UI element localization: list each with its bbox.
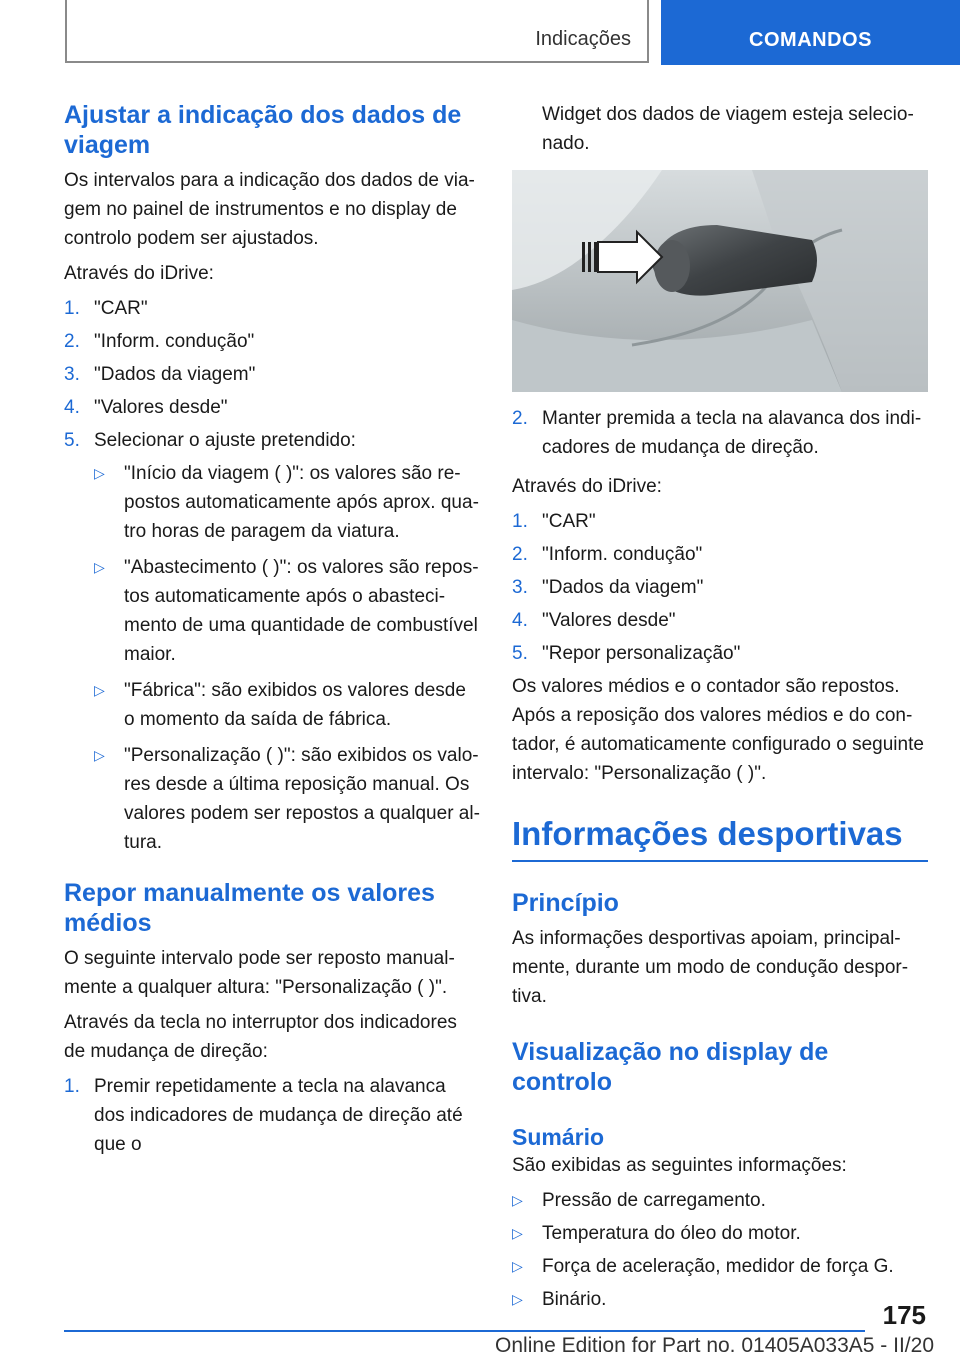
list-item — [512, 404, 928, 462]
bullet-triangle-icon: ▷ — [94, 682, 105, 698]
page-number: 175 — [882, 1300, 926, 1330]
subheading-summary: Sumário — [512, 1124, 605, 1150]
list-item — [512, 606, 928, 635]
info-list — [512, 1186, 928, 1314]
bullet-triangle-icon: ▷ — [94, 559, 105, 575]
step-number: 1. — [64, 298, 80, 319]
bullet-triangle-icon: ▷ — [512, 1225, 523, 1241]
step-number: 2. — [512, 544, 528, 565]
steps-list-continued — [512, 100, 928, 158]
header-chapter-tab — [661, 0, 960, 65]
step-text: Selecionar o ajuste pretendido: — [94, 430, 356, 451]
list-item — [94, 459, 480, 546]
step-number: 5. — [64, 430, 80, 451]
step-text: Manter premida a tecla na alavanca dos indicadores de mudança de direção. — [542, 408, 922, 458]
step-number: 2. — [64, 331, 80, 352]
section-heading-trip-data: Ajustar a indicação dos dados de viagem — [64, 101, 462, 159]
info-text: Pressão de carregamento. — [542, 1190, 766, 1211]
step-text: "Dados da viagem" — [94, 364, 256, 385]
header-section-title: Indicações — [535, 28, 631, 50]
list-item — [64, 393, 480, 422]
step-number: 1. — [64, 1076, 80, 1097]
list-item — [64, 360, 480, 389]
list-item — [512, 1186, 928, 1215]
steps-list — [64, 294, 480, 857]
step-text-continued: Widget dos dados de viagem esteja selecionado. — [542, 104, 914, 154]
bullet-triangle-icon: ▷ — [94, 747, 105, 763]
option-text: "Início da viagem ( )": os valores são repostos automaticamente após aprox. quatro horas de paragem da viatura. — [124, 463, 479, 542]
step-number: 3. — [512, 577, 528, 598]
step-text: "Repor personalização" — [542, 643, 741, 664]
bullet-triangle-icon: ▷ — [512, 1258, 523, 1274]
paragraph-intervals: Os intervalos para a indicação dos dados de viagem no painel de instrumentos e no display de controlo podem ser ajustados. — [64, 170, 475, 249]
list-item — [512, 507, 928, 536]
section-heading-principle: Princípio — [512, 889, 619, 917]
steps-list-hold — [512, 404, 928, 462]
list-item — [94, 553, 480, 669]
step-number: 2. — [512, 408, 528, 429]
list-item — [94, 676, 480, 734]
step-text: "Inform. condução" — [94, 331, 255, 352]
turn-signal-lever-photo — [512, 170, 928, 392]
bullet-triangle-icon: ▷ — [512, 1291, 523, 1307]
step-text: "Dados da viagem" — [542, 577, 704, 598]
section-heading-display: Visualização no display de controlo — [512, 1038, 829, 1096]
steps-list-idrive-reset — [512, 507, 928, 668]
paragraph-idrive-2: Através do iDrive: — [512, 476, 662, 497]
options-list — [94, 459, 480, 857]
step-text: "CAR" — [94, 298, 148, 319]
info-text: Temperatura do óleo do motor. — [542, 1223, 801, 1244]
option-text: "Abastecimento ( )": os valores são repostos automaticamente após o abastecimento de uma quantidade de combustível maior. — [124, 557, 479, 665]
list-item — [512, 1252, 928, 1281]
list-item — [512, 573, 928, 602]
step-text: "Inform. condução" — [542, 544, 703, 565]
right-column — [512, 100, 928, 1318]
left-column — [64, 100, 480, 1163]
list-item — [64, 426, 480, 857]
list-item — [512, 100, 928, 158]
paragraph-turn-signal: Através da tecla no interruptor dos indicadores de mudança de direção: — [64, 1012, 457, 1062]
step-text: Premir repetidamente a tecla na alavanca dos indicadores de mudança de direção até que o — [94, 1076, 463, 1155]
list-item — [512, 1285, 928, 1314]
chapter-heading-sport-info: Informações desportivas — [512, 814, 928, 862]
info-text: Força de aceleração, medidor de força G. — [542, 1256, 894, 1277]
option-text: "Personalização ( )": são exibidos os valores desde a última reposição manual. Os valores podem ser repostos a qualquer altura. — [124, 745, 480, 853]
step-number: 4. — [512, 610, 528, 631]
list-item — [512, 639, 928, 668]
step-number: 4. — [64, 397, 80, 418]
step-text: "Valores desde" — [94, 397, 228, 418]
steps-list-reset — [64, 1072, 480, 1159]
paragraph-principle: As informações desportivas apoiam, principalmente, durante um modo de condução desportiva. — [512, 928, 909, 1007]
paragraph-summary: São exibidas as seguintes informações: — [512, 1155, 847, 1176]
list-item — [512, 540, 928, 569]
step-number: 3. — [64, 364, 80, 385]
section-heading-reset-averages: Repor manualmente os valores médios — [64, 879, 435, 937]
list-item — [64, 294, 480, 323]
step-number: 5. — [512, 643, 528, 664]
list-item — [64, 1072, 480, 1159]
info-text: Binário. — [542, 1289, 607, 1310]
bullet-triangle-icon: ▷ — [94, 465, 105, 481]
list-item — [64, 327, 480, 356]
paragraph-idrive: Através do iDrive: — [64, 263, 214, 284]
bullet-triangle-icon: ▷ — [512, 1192, 523, 1208]
header-chapter-label: COMANDOS — [749, 29, 872, 51]
list-item — [512, 1219, 928, 1248]
footer-divider — [64, 1330, 865, 1332]
paragraph-reset-result: Os valores médios e o contador são repostos. Após a reposição dos valores médios e do contador, é automaticamente configurado o seguinte intervalo: "Personalização ( )". — [512, 676, 924, 784]
step-number: 1. — [512, 511, 528, 532]
lever-illustration — [512, 170, 928, 392]
footer-edition: Online Edition for Part no. 01405A033A5 - II/20 — [495, 1334, 934, 1357]
paragraph-reset-interval: O seguinte intervalo pode ser reposto manualmente a qualquer altura: "Personalização ( )". — [64, 948, 455, 998]
option-text: "Fábrica": são exibidos os valores desde o momento da saída de fábrica. — [124, 680, 466, 730]
list-item — [94, 741, 480, 857]
step-text: "CAR" — [542, 511, 596, 532]
step-text: "Valores desde" — [542, 610, 676, 631]
header-section-box — [65, 0, 649, 63]
